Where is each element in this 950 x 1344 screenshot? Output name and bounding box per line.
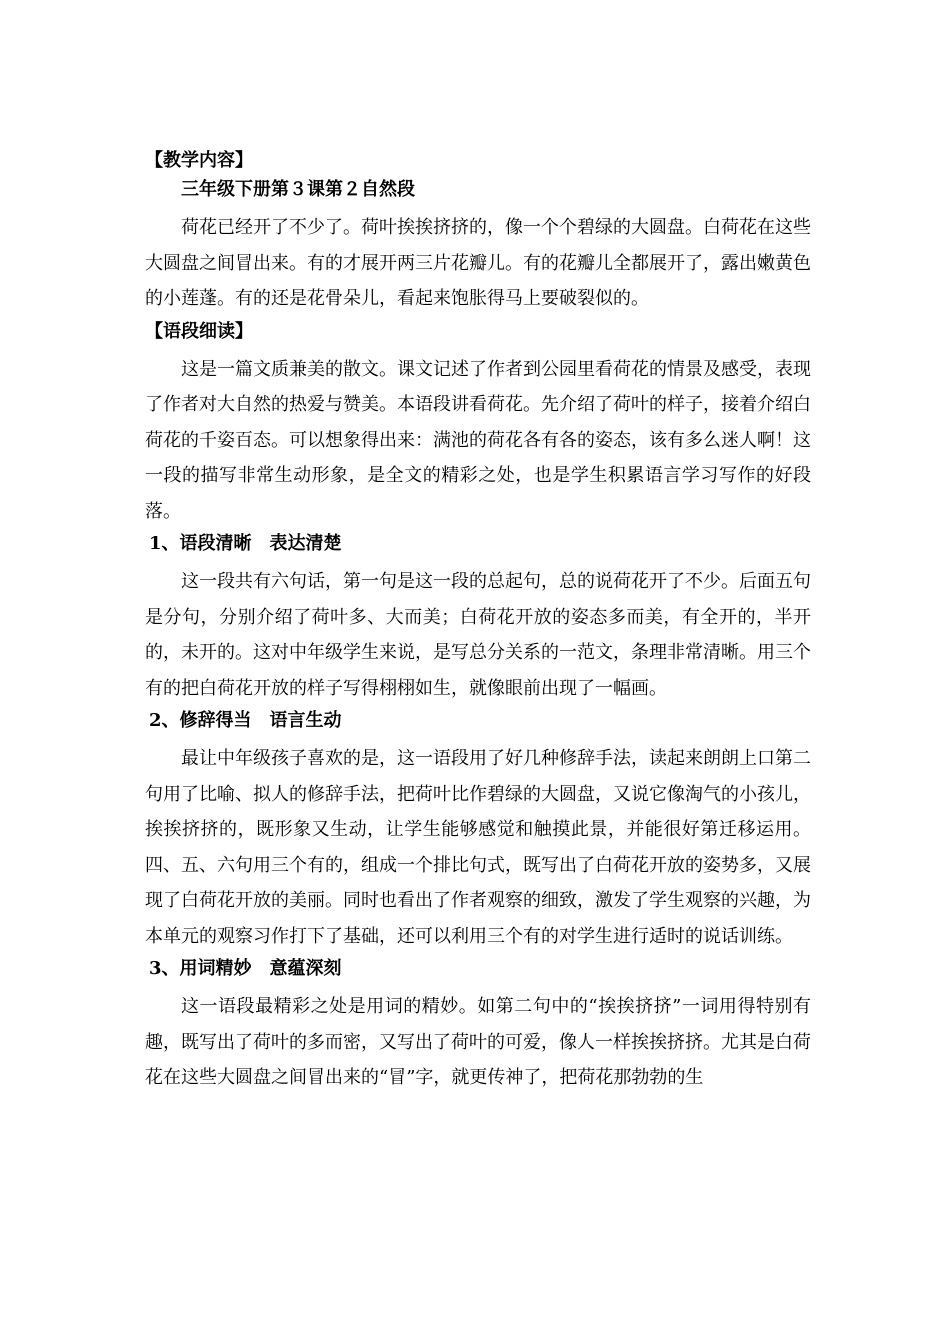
document-body <box>145 146 811 1096</box>
lesson-title: 三年级下册第３课第２自然段 <box>181 179 415 200</box>
intro-paragraph: 这是一篇文质兼美的散文。课文记述了作者到公园里看荷花的情景及感受，表现了作者对大自然的热爱与赞美。本语段讲看荷花。先介绍了荷叶的样子，接着介绍白荷花的千姿百态。可以想象得出来：满池的荷花各有各的姿态，该有多么迷人啊！这一段的描写非常生动形象，是全文的精彩之处，也是学生积累语言学习写作的好段落。 <box>145 358 811 522</box>
section-body-1: 这一段共有六句话，第一句是这一段的总起句，总的说荷花开了不少。后面五句是分句，分别介绍了荷叶多、大而美；白荷花开放的姿态多而美，有全开的，半开的，未开的。这对中年级学生来说，是写总分关系的一范文，条理非常清晰。用三个有的把白荷花开放的样子写得栩栩如生，就像眼前出现了一幅画。 <box>145 571 811 699</box>
section-heading-3: 3、用词精妙 意蕴深刻 <box>149 958 342 979</box>
section-heading-2: 2、修辞得当 语言生动 <box>149 710 342 731</box>
heading-close-reading: 【语段细读】 <box>145 320 253 342</box>
section-body-2: 最让中年级孩子喜欢的是，这一语段用了好几种修辞手法，读起来朗朗上口第二句用了比喻、拟人的修辞手法，把荷叶比作碧绿的大圆盘，又说它像淘气的小孩儿，挨挨挤挤的，既形象又生动，让学生能够感觉和触摸此景，并能很好第迁移运用。四、五、六句用三个有的，组成一个排比句式，既写出了白荷花开放的姿势多，又展现了白荷花开放的美丽。同时也看出了作者观察的细致，激发了学生观察的兴趣，为本单元的观察习作打下了基础，还可以利用三个有的对学生进行适时的说话训练。 <box>145 748 811 947</box>
text-passage: 荷花已经开了不少了。荷叶挨挨挤挤的，像一个个碧绿的大圆盘。白荷花在这些大圆盘之间冒出来。有的才展开两三片花瓣儿。有的花瓣儿全都展开了，露出嫩黄色的小莲蓬。有的还是花骨朵儿，看起来饱胀得马上要破裂似的。 <box>145 217 811 309</box>
heading-teaching-content: 【教学内容】 <box>145 150 253 171</box>
section-body-3: 这一语段最精彩之处是用词的精妙。如第二句中的“挨挨挤挤”一词用得特别有趣，既写出了荷叶的多而密，又写出了荷叶的可爱，像人一样挨挨挤挤。尤其是白荷花在这些大圆盘之间冒出来的“冒”字，就更传神了，把荷花那勃勃的生 <box>145 996 811 1088</box>
section-heading-1: 1、语段清晰 表达清楚 <box>149 533 342 554</box>
